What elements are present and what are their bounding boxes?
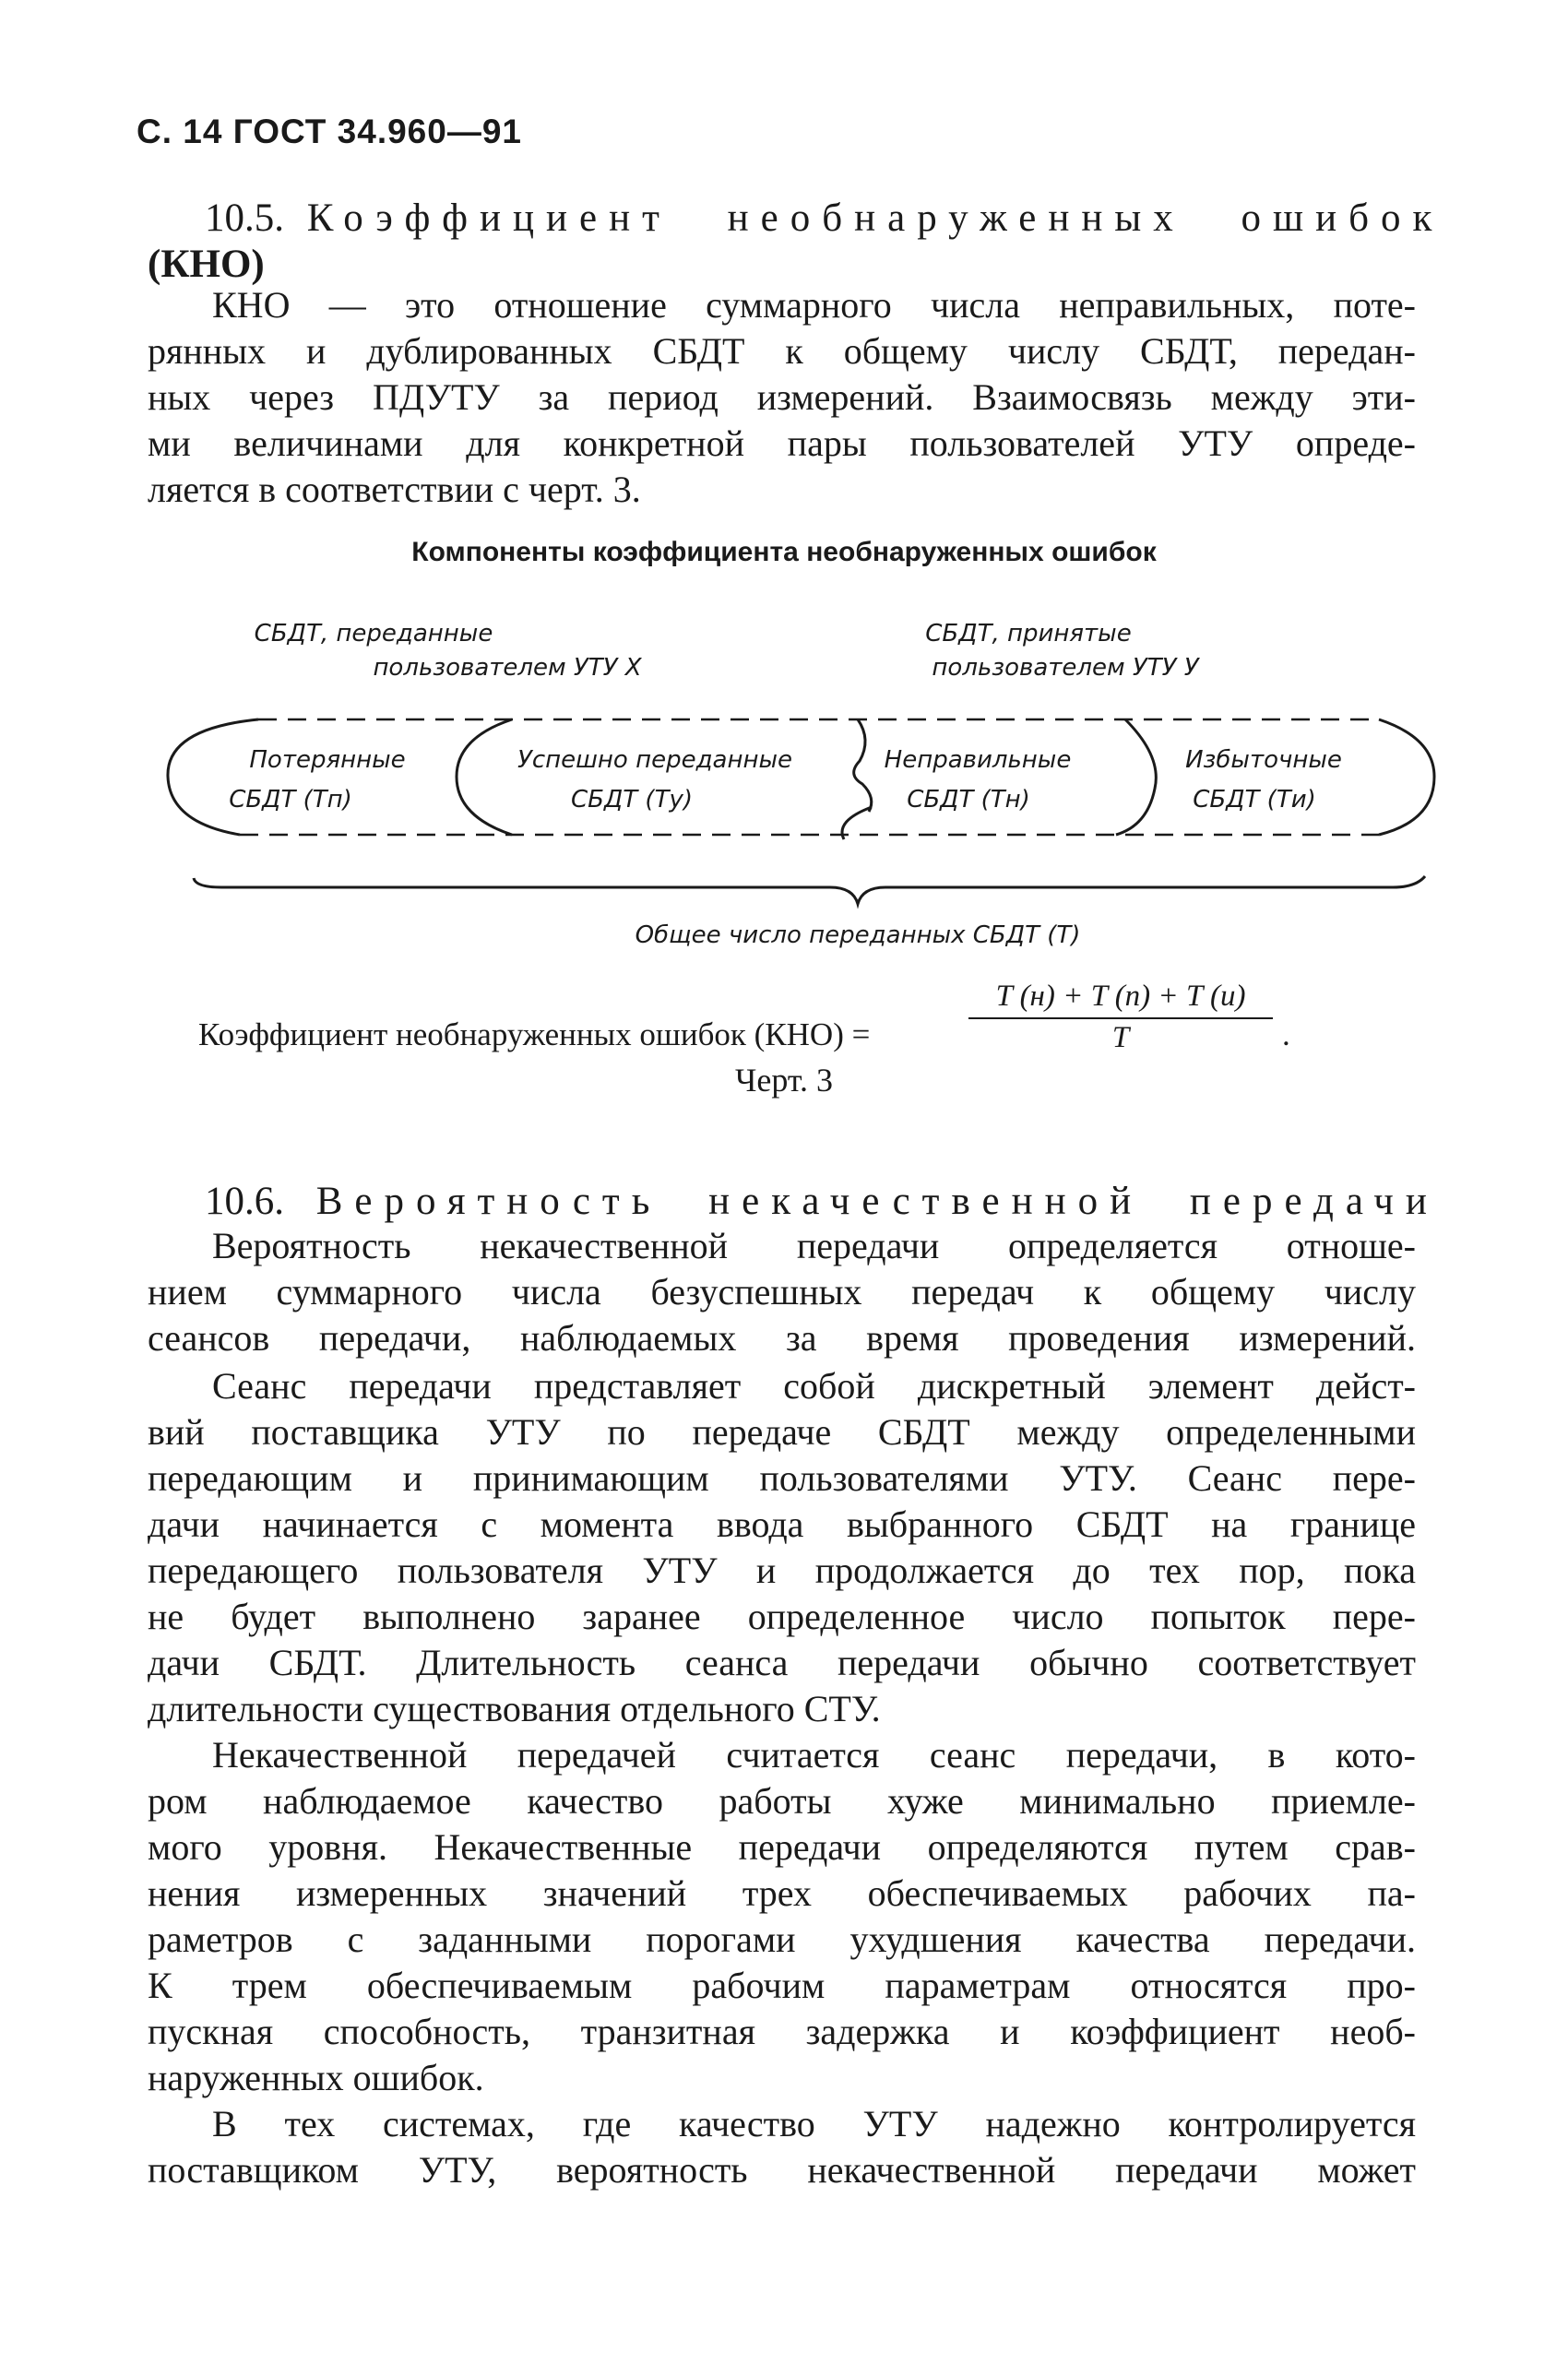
paragraph-1 xyxy=(148,1269,1416,1361)
text-line: Сеанс передачи представляет собой дискретный элемент дейст- xyxy=(212,1365,1416,1407)
title-word: Коэффициент xyxy=(306,196,671,240)
paragraph-4-first xyxy=(212,2101,1416,2147)
incorrect-label: Неправильные xyxy=(884,746,1072,774)
text-line: Некачественной передачей считается сеанс передачи, в кото- xyxy=(212,1734,1416,1776)
text-line: передающим и принимающим пользователями УТУ. Сеанс пере- xyxy=(148,1457,1416,1499)
section-10-6-title xyxy=(205,1179,1439,1224)
paragraph-1-first xyxy=(212,1223,1416,1269)
paragraph-3-first xyxy=(212,1732,1416,1778)
fraction-bar xyxy=(968,1017,1273,1019)
paragraph-2 xyxy=(148,1409,1416,1732)
text-line: нения измеренных значений трех обеспечиваемых рабочих па- xyxy=(148,1872,1416,1914)
left-outer-bracket xyxy=(168,719,258,835)
text-line: ром наблюдаемое качество работы хуже минимально приемле- xyxy=(148,1780,1416,1822)
text-line: мого уровня. Некачественные передачи определяются путем срав- xyxy=(148,1826,1416,1868)
incorrect-symbol: СБДТ (Тн) xyxy=(907,786,1030,814)
section-10-5-paragraph-cont xyxy=(148,328,1416,513)
section-10-5-paragraph xyxy=(212,282,1416,328)
right-outer-bracket xyxy=(1379,719,1434,835)
total-label: Общее число переданных СБДТ (Т) xyxy=(635,921,1081,949)
paragraph-2-first xyxy=(212,1363,1416,1409)
extra-symbol: СБДТ (Ти) xyxy=(1193,786,1316,814)
text-line: передающего пользователя УТУ и продолжается до тех пор, пока xyxy=(148,1550,1416,1591)
total-brace xyxy=(194,876,1425,904)
text-line: рянных и дублированных СБДТ к общему числу СБДТ, передан- xyxy=(148,330,1416,372)
title-word: передачи xyxy=(1189,1180,1439,1223)
success-open-bracket xyxy=(457,719,512,835)
text-line: ляется в соответствии с черт. 3. xyxy=(148,469,641,510)
transmitted-label-line2: пользователем УТУ Х xyxy=(373,654,642,682)
text-line: дачи начинается с момента ввода выбранного СБДТ на границе xyxy=(148,1503,1416,1545)
paragraph-4 xyxy=(148,2147,1416,2193)
kno-formula xyxy=(198,980,1351,1063)
text-line: ных через ПДУТУ за период измерений. Взаимосвязь между эти- xyxy=(148,376,1416,418)
formula-denominator: T xyxy=(1111,1021,1130,1054)
text-line: дачи СБДТ. Длительность сеанса передачи обычно соответствует xyxy=(148,1642,1416,1683)
text-line: раметров с заданными порогами ухудшения качества передачи. xyxy=(148,1919,1416,1960)
title-word: Вероятность xyxy=(315,1180,662,1223)
success-symbol: СБДТ (Ту) xyxy=(570,786,694,814)
components-diagram xyxy=(0,609,1568,978)
text-line: нием суммарного числа безуспешных передач к общему числу xyxy=(148,1271,1416,1313)
text-line: Вероятность некачественной передачи определяется отноше- xyxy=(212,1225,1416,1266)
lost-symbol: СБДТ (Тп) xyxy=(229,786,352,814)
section-10-5-abbr: (КНО) xyxy=(148,243,265,286)
received-label-line1: СБДТ, принятые xyxy=(925,620,1132,647)
section-number: 10.6. xyxy=(205,1180,284,1223)
text-line: сеансов передачи, наблюдаемых за время проведения измерений. xyxy=(148,1317,1416,1359)
section-10-5-title xyxy=(205,196,1443,241)
formula-end: . xyxy=(1282,1016,1290,1052)
figure-title: Компоненты коэффициента необнаруженных ошибок xyxy=(411,537,1157,567)
brackets xyxy=(168,719,1434,839)
formula-fraction xyxy=(968,980,1273,1055)
text-line: поставщиком УТУ, вероятность некачественной передачи может xyxy=(148,2149,1416,2191)
title-word: необнаруженных xyxy=(727,196,1185,240)
section-number: 10.5. xyxy=(205,196,284,240)
transmitted-label-line1: СБДТ, переданные xyxy=(254,620,493,647)
received-label-line2: пользователем УТУ У xyxy=(932,654,1199,682)
title-word: ошибок xyxy=(1241,196,1444,240)
success-label: Успешно переданные xyxy=(517,746,793,774)
text-line: пускная способность, транзитная задержка и коэффициент необ- xyxy=(148,2011,1416,2052)
title-word: некачественной xyxy=(708,1180,1144,1223)
text-line: длительности существования отдельного СТУ. xyxy=(148,1688,881,1729)
text-line: вий поставщика УТУ по передаче СБДТ между определенными xyxy=(148,1411,1416,1453)
extra-label: Избыточные xyxy=(1185,746,1342,774)
formula-lhs: Коэффициент необнаруженных ошибок (КНО) = xyxy=(198,1016,871,1052)
text-line: КНО — это отношение суммарного числа неправильных, поте- xyxy=(212,284,1416,326)
text-line: ми величинами для конкретной пары пользователей УТУ опреде- xyxy=(148,422,1416,464)
success-close-brace xyxy=(854,719,872,812)
dashed-frame xyxy=(240,719,1379,835)
text-line: наруженных ошибок. xyxy=(148,2057,484,2098)
text-line: В тех системах, где качество УТУ надежно контролируется xyxy=(212,2103,1416,2144)
paragraph-3 xyxy=(148,1778,1416,2101)
lost-label: Потерянные xyxy=(249,746,406,774)
formula-numerator: T (н) + T (п) + T (и) xyxy=(995,980,1246,1013)
text-line: К трем обеспечиваемым рабочим параметрам относятся про- xyxy=(148,1965,1416,2006)
incorrect-close-bracket xyxy=(1116,719,1156,835)
figure-caption: Черт. 3 xyxy=(735,1062,833,1099)
page-header: С. 14 ГОСТ 34.960—91 xyxy=(137,113,522,150)
text-line: не будет выполнено заранее определенное число попыток пере- xyxy=(148,1596,1416,1637)
